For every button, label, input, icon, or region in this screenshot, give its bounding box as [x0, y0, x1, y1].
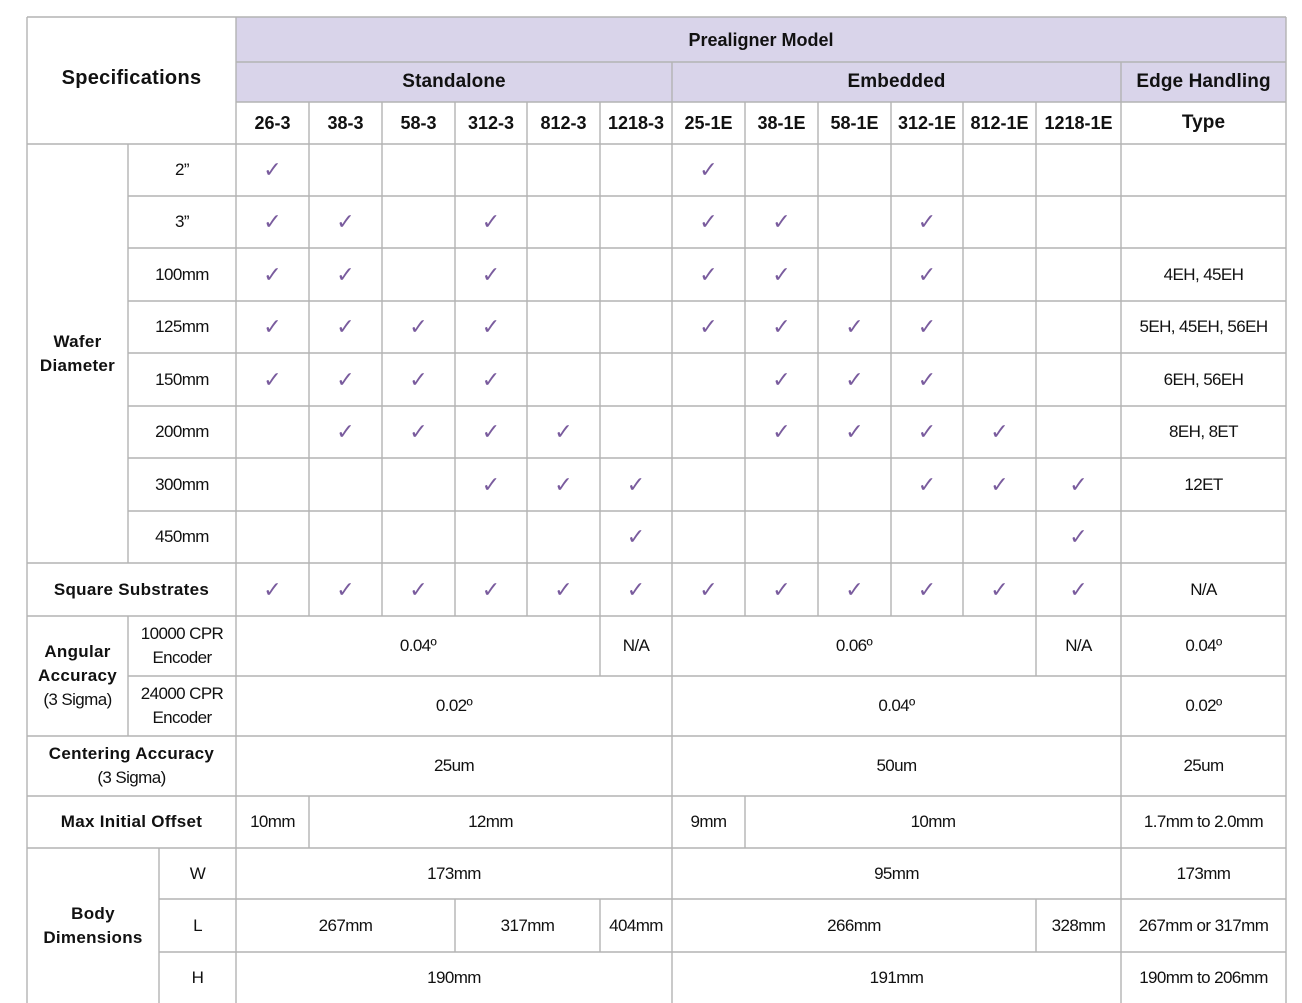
embedded-header: Embedded	[847, 71, 946, 92]
check-mark-icon: ✓	[263, 261, 282, 287]
l-26-38-value: 267mm	[318, 915, 373, 935]
wafer-size-label: 150mm	[155, 369, 209, 389]
enc1-line1: 10000 CPR	[140, 624, 224, 643]
centering-accuracy-label	[27, 736, 236, 796]
check-mark-icon: ✓	[699, 261, 718, 287]
check-mark-icon: ✓	[336, 209, 355, 234]
enc1-edge-value: 0.04º	[1185, 636, 1222, 655]
check-mark-icon: ✓	[336, 261, 355, 287]
check-mark-icon: ✓	[917, 419, 937, 444]
l-edge-value: 267mm or 317mm	[1138, 915, 1269, 935]
offset-embedded-value: 10mm	[910, 812, 956, 831]
offset-26-3-value: 10mm	[250, 812, 295, 831]
check-mark-icon: ✓	[845, 314, 864, 339]
check-mark-icon: ✓	[481, 471, 501, 497]
centering-embedded-value: 50um	[876, 756, 917, 775]
encoder-10000-label	[128, 616, 236, 676]
check-mark-icon: ✓	[917, 471, 937, 497]
check-mark-icon: ✓	[772, 261, 791, 287]
check-mark-icon: ✓	[481, 314, 501, 339]
check-mark-icon: ✓	[263, 209, 282, 234]
model-header-58-3: 58-3	[400, 113, 437, 133]
check-mark-icon: ✓	[990, 419, 1009, 444]
dim-l-label: L	[193, 915, 202, 935]
check-mark-icon: ✓	[1069, 524, 1088, 549]
model-header-1218-3: 1218-3	[607, 113, 665, 133]
wafer-label-line2: Diameter	[39, 355, 116, 375]
check-mark-icon: ✓	[263, 366, 282, 392]
enc1-1218e-value: N/A	[1065, 636, 1092, 655]
check-mark-icon: ✓	[554, 576, 573, 602]
w-standalone-value: 173mm	[427, 863, 481, 883]
check-mark-icon: ✓	[409, 366, 428, 392]
offset-standalone-value: 12mm	[468, 812, 513, 831]
centering-label-line1: Centering Accuracy	[48, 744, 215, 763]
wafer-edge-type: 6EH, 56EH	[1163, 369, 1244, 389]
angular-label-line1: Angular	[44, 642, 111, 661]
prealigner-model-header: Prealigner Model	[688, 29, 834, 50]
l-1218e-value: 328mm	[1051, 915, 1106, 935]
body-label-line1: Body	[71, 903, 115, 923]
centering-standalone-value: 25um	[433, 756, 475, 775]
l-312-812-value: 317mm	[500, 915, 555, 935]
h-edge-value: 190mm to 206mm	[1139, 967, 1268, 987]
check-mark-icon: ✓	[772, 209, 791, 234]
w-edge-value: 173mm	[1176, 863, 1231, 883]
body-label-line2: Dimensions	[43, 927, 143, 947]
enc1-line2: Encoder	[152, 648, 212, 667]
check-mark-icon: ✓	[699, 576, 718, 602]
check-mark-icon: ✓	[917, 314, 937, 339]
model-header-26-3: 26-3	[254, 113, 291, 133]
h-standalone-value: 190mm	[427, 967, 481, 987]
square-edge-value: N/A	[1190, 579, 1217, 599]
check-mark-icon: ✓	[409, 314, 428, 339]
offset-edge-value: 1.7mm to 2.0mm	[1143, 812, 1264, 831]
check-mark-icon: ✓	[772, 366, 791, 392]
h-embedded-value: 191mm	[869, 967, 924, 987]
check-mark-icon: ✓	[481, 261, 501, 287]
wafer-edge-type: 5EH, 45EH, 56EH	[1139, 317, 1268, 336]
type-header: Type	[1181, 112, 1226, 133]
check-mark-icon: ✓	[990, 576, 1009, 602]
enc2-standalone-value: 0.02º	[435, 696, 473, 715]
check-mark-icon: ✓	[263, 157, 282, 182]
check-mark-icon: ✓	[409, 419, 428, 444]
angular-label-line2: Accuracy	[38, 666, 117, 685]
model-header-812-1e: 812-1E	[970, 113, 1029, 133]
check-mark-icon: ✓	[626, 471, 646, 497]
wafer-size-label: 125mm	[155, 317, 209, 336]
wafer-diameter-label	[27, 144, 128, 563]
check-mark-icon: ✓	[409, 576, 428, 602]
model-header-312-1e: 312-1E	[897, 113, 957, 133]
check-mark-icon: ✓	[917, 209, 937, 234]
angular-label-line3: (3 Sigma)	[43, 690, 112, 709]
model-header-38-1e: 38-1E	[757, 113, 806, 133]
specifications-header: Specifications	[61, 67, 202, 89]
edge-handling-header: Edge Handling	[1136, 71, 1271, 92]
check-mark-icon: ✓	[699, 157, 718, 182]
model-header-58-1e: 58-1E	[830, 113, 879, 133]
check-mark-icon: ✓	[481, 419, 501, 444]
check-mark-icon: ✓	[626, 576, 646, 602]
enc1-standalone-value: 0.04º	[399, 636, 437, 655]
check-mark-icon: ✓	[481, 366, 501, 392]
enc2-edge-value: 0.02º	[1185, 696, 1222, 715]
check-mark-icon: ✓	[263, 314, 282, 339]
check-mark-icon: ✓	[336, 576, 355, 602]
enc1-embedded-value: 0.06º	[835, 636, 873, 655]
wafer-size-label: 100mm	[155, 264, 209, 284]
offset-25-1e-value: 9mm	[690, 812, 727, 831]
check-mark-icon: ✓	[263, 576, 282, 602]
check-mark-icon: ✓	[990, 471, 1009, 497]
l-1218-value: 404mm	[609, 915, 663, 935]
check-mark-icon: ✓	[845, 419, 864, 444]
check-mark-icon: ✓	[845, 366, 864, 392]
check-mark-icon: ✓	[917, 261, 937, 287]
check-mark-icon: ✓	[481, 209, 501, 234]
check-mark-icon: ✓	[917, 366, 937, 392]
model-header-25-1e: 25-1E	[684, 113, 733, 133]
check-mark-icon: ✓	[1069, 576, 1088, 602]
l-embedded-value: 266mm	[827, 915, 881, 935]
check-mark-icon: ✓	[699, 209, 718, 234]
wafer-size-label: 300mm	[155, 474, 209, 494]
angular-accuracy-label	[27, 616, 128, 736]
w-embedded-value: 95mm	[874, 863, 919, 883]
check-mark-icon: ✓	[772, 576, 791, 602]
dim-h-label: H	[191, 967, 204, 987]
check-mark-icon: ✓	[845, 576, 864, 602]
wafer-edge-type: 12ET	[1184, 474, 1223, 494]
body-dimensions-label	[27, 848, 159, 1003]
model-header-1218-1e: 1218-1E	[1044, 113, 1113, 133]
check-mark-icon: ✓	[554, 419, 573, 444]
check-mark-icon: ✓	[699, 314, 718, 339]
check-mark-icon: ✓	[1069, 471, 1088, 497]
enc2-embedded-value: 0.04º	[878, 696, 915, 715]
check-mark-icon: ✓	[772, 419, 791, 444]
wafer-size-label: 450mm	[155, 527, 209, 546]
enc2-line2: Encoder	[152, 708, 212, 727]
check-mark-icon: ✓	[772, 314, 791, 339]
check-mark-icon: ✓	[336, 366, 355, 392]
wafer-size-label: 200mm	[155, 422, 209, 441]
wafer-size-label: 2”	[175, 160, 189, 179]
max-initial-offset-label: Max Initial Offset	[60, 812, 203, 831]
square-substrates-label: Square Substrates	[53, 579, 210, 599]
centering-edge-value: 25um	[1183, 756, 1224, 775]
standalone-header: Standalone	[402, 71, 506, 92]
check-mark-icon: ✓	[336, 314, 355, 339]
wafer-label-line1: Wafer	[53, 331, 102, 351]
wafer-edge-type: 8EH, 8ET	[1169, 422, 1238, 441]
check-mark-icon: ✓	[481, 576, 501, 602]
wafer-size-label: 3”	[175, 212, 189, 231]
enc2-line1: 24000 CPR	[140, 684, 224, 703]
encoder-24000-label	[128, 676, 236, 736]
dim-w-label: W	[189, 863, 206, 883]
check-mark-icon: ✓	[626, 524, 646, 549]
centering-label-line2: (3 Sigma)	[97, 768, 166, 787]
model-header-812-3: 812-3	[540, 113, 587, 133]
model-header-38-3: 38-3	[327, 113, 364, 133]
wafer-edge-type: 4EH, 45EH	[1163, 264, 1244, 284]
enc1-1218-value: N/A	[622, 636, 650, 655]
check-mark-icon: ✓	[554, 471, 573, 497]
model-header-312-3: 312-3	[467, 113, 515, 133]
check-mark-icon: ✓	[917, 576, 937, 602]
check-mark-icon: ✓	[336, 419, 355, 444]
